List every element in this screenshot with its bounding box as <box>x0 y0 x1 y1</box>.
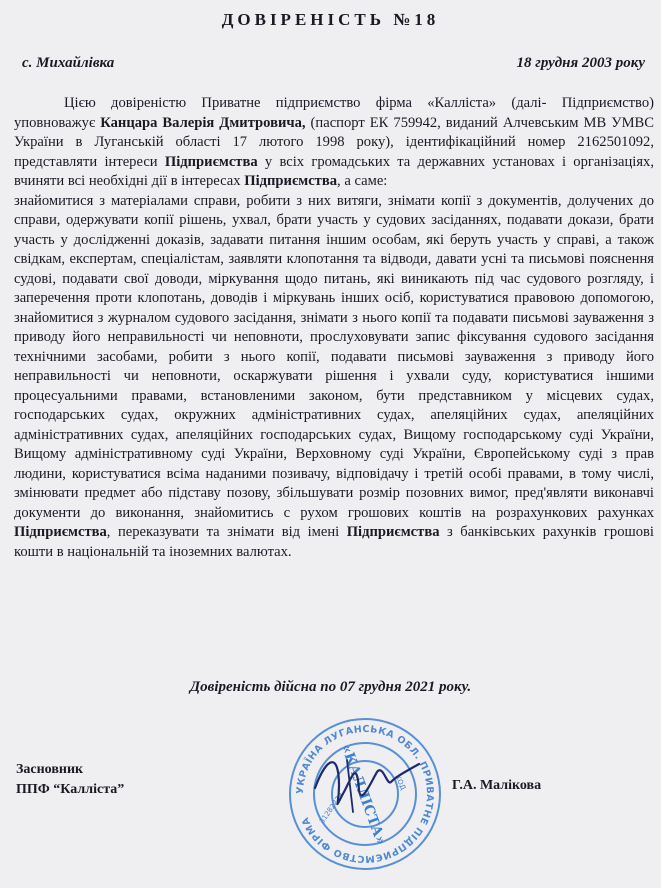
powers-paragraph <box>14 192 654 563</box>
document-title: ДОВІРЕНІСТЬ №18 <box>221 10 440 29</box>
validity-line: Довіреність дійсна по 07 грудня 2021 року. <box>189 679 472 695</box>
company-seal <box>287 716 443 872</box>
powers-text-b: , переказувати та знімати від імені <box>106 524 347 540</box>
seal-outer-text: УКРАЇНА ЛУГАНСЬКА ОБЛ. ПРИВАТНЕ ПІДПРИЄМСТВО ФІРМА <box>294 723 436 865</box>
founder-block <box>16 760 124 800</box>
founder-role: Засновник <box>16 762 84 777</box>
seal-center-text: «КАЛЛІСТА» <box>337 742 389 848</box>
document-body <box>14 94 654 562</box>
intro-text-d: , а саме: <box>337 173 388 189</box>
document-date: 18 грудня 2003 року <box>516 55 645 71</box>
intro-text-c: у всіх громадських та державних установах і організаціях, вчиняти всі необхідні дії в інтересах <box>14 153 654 189</box>
powers-text-c: з банківських рахунків грошові кошти в національній та іноземних валютах. <box>14 524 654 560</box>
representative-name: Канцара Валерія Дмитровича, <box>100 114 306 131</box>
intro-text-a: Цією довіреністю Приватне підприємство фірма «Калліста» (далі- Підприємство) уповноважує <box>14 95 654 131</box>
intro-paragraph <box>14 94 654 192</box>
company-ref-3: Підприємства <box>14 524 107 540</box>
powers-text-a: знайомитися з матеріалами справи, робити з них витяги, знімати копії з документів, долучених до справи, одержувати копії рішень, ухвал, брати участь у судових засіданнях, подавати докази, брати участь у дослідженні доказів, задавати питання іншим особам, які беруть участь у справі, а також свідкам, експертам, спеціалістам, заявляти клопотання та відводи, давати усні та письмові пояснення судові, подавати свої доводи, міркування щодо питань, які виникають під час судового розгляду, і заперечення проти клопотань, доводів і міркувань інших осіб, користуватися правовою допомогою, знайомитися з журналом судового засідання, знімати з нього копії та подавати письмові зауваження з приводу його неправильності чи неповноти, прослуховувати запис фіксування судового засідання технічними засобами, робити з нього копії, подавати письмові зауваження з приводу його неправильності чи неповноти, оскаржувати рішення і ухвали суду, користуватися іншими процесуальними правами, встановленими законом, бути представником у місцевих судах, господарських судах, окружних адміністративних судах, апеляційних судах, апеляційних адміністративних судах, апеляційних господарських судах, Вищому господарському суді України, Вищому адміністративному суді України, Верховному суді України, Європейському суді з прав людини, користуватися всіма наданими позивачу, відповідачу і третій особі правами, в тому числі, змінювати предмет або підставу позову, збільшувати розмір позовних вимог, пред'являти виконавчі документи до виконання, знайомитись с рухом грошових коштів на розрахункових рахунках <box>14 192 654 521</box>
founder-org: ППФ “Калліста” <box>16 782 125 797</box>
company-ref: Підприємства <box>164 153 258 170</box>
company-ref-4: Підприємства <box>346 524 440 540</box>
seal-code-label: КОД <box>393 773 408 792</box>
intro-text-b: (паспорт ЕК 759942, виданий Алчевським МВ УМВС України в Луганській області 17 лютого 1998 року), ідентифікаційний номер 2162501092, представляти інтереси <box>14 114 655 170</box>
seal-code: 31282279 <box>318 791 346 826</box>
company-ref-2: Підприємства <box>244 173 338 189</box>
signer-name: Г.А. Малікова <box>452 778 542 793</box>
document-city: с. Михайлівка <box>22 55 115 71</box>
